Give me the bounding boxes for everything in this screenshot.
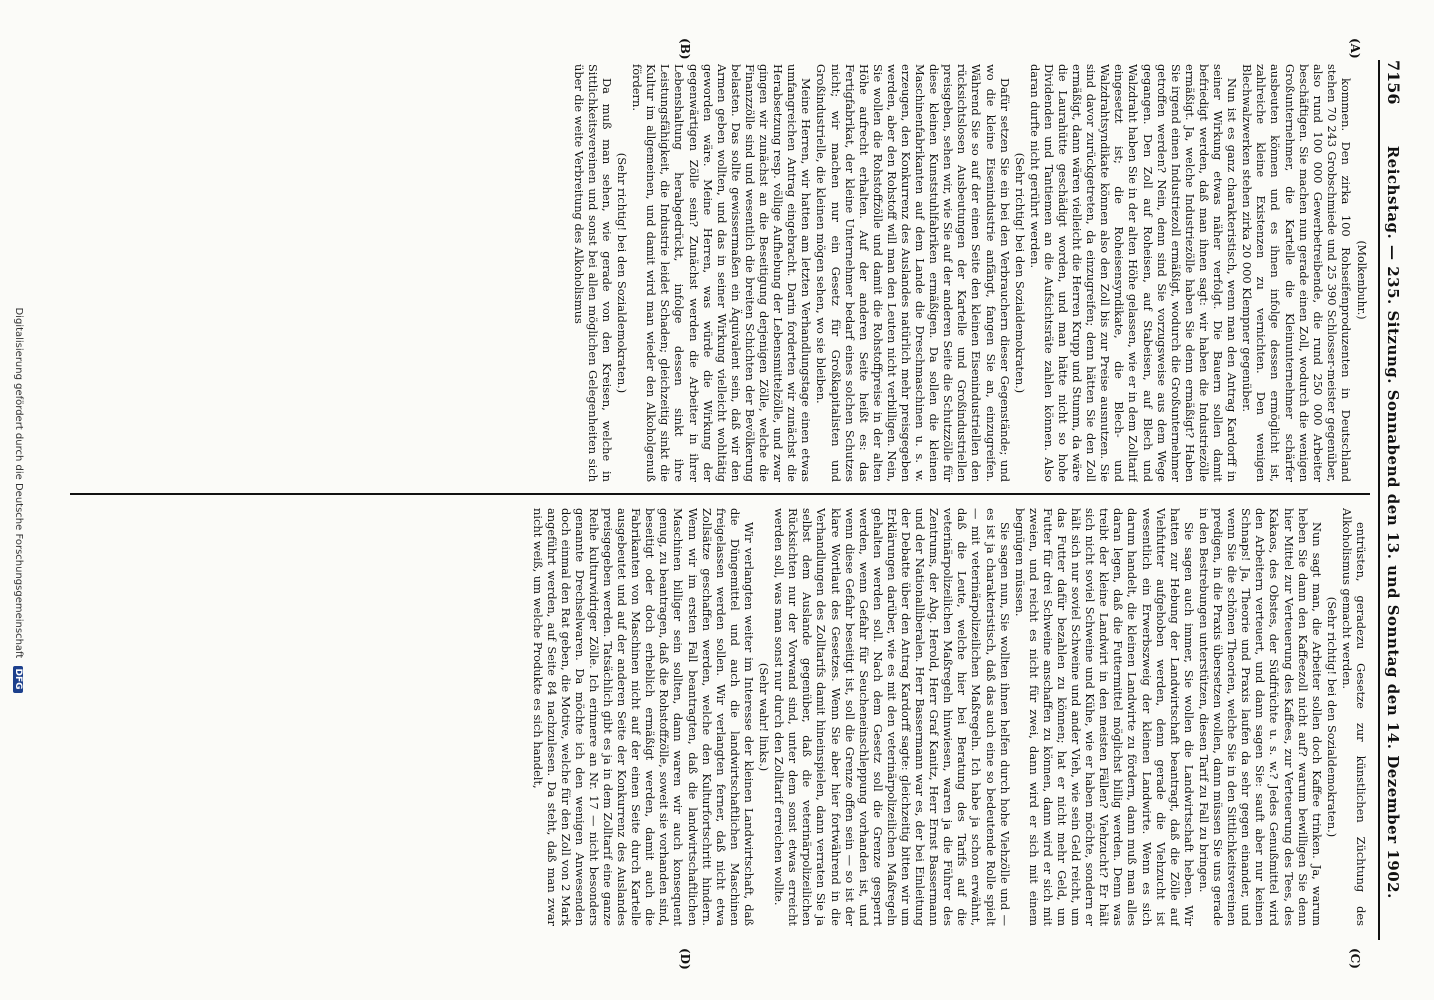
paragraph: Nun ist es ganz charakteristisch, wenn man den Antrag Kardorff in seiner Wirkung etwas näher verfolgt. Die Bauern sollen damit befriedigt werden, daß man ihnen sagt: wir haben die Industriezölle ermäßigt. Ja, welche Industriezölle haben Sie denn ermäßigt? Haben Sie irgend einen Industriezoll ermäßigt, wodurch die Großunternehmer getroffen werden? Nein, denn sind Sie vorzugsweise aus dem Wege gegangen. Den Zoll auf Roheisen, auf Stabeisen, auf Blech und Walzdraht haben Sie in der alten Höhe gelassen, wie er in dem Zolltarif eingesetzt ist; die Roheisensyndikate, die Blech- und Walzdrahtsyndikate können also den Zoll bis zur Preise ausnutzen. Sie sind davor zurückgetreten, da einzugreifen; denn hätten Sie den Zoll ermäßigt, dann wären vielleicht die Herren Krupp und Stumm, da wäre die Laurahütte geschädigt worden, und man hätte nicht so hohe Dividenden und Tantiemen an die Aufsichtsräte zahlen können. Also daran durfte nicht gerührt werden. <box>1027 64 1240 482</box>
margin-marker-b: (B) <box>678 38 692 60</box>
paragraph: Meine Herren, wir hatten am letzten Verhandlungstage einen etwas umfangreichen Antrag eingebracht. Darin forderten wir zunächst die Herabsetzung resp. völlige Aufhebung der Lebensmittelzölle, und zwar gingen wir zunächst an die Beseitigung derjenigen Zölle, welche die Finanzzölle sind und wesentlich die breiten Schichten der Bevölkerung belasten. Das sollte gewissermaßen ein Äquivalent sein, daß wir den Armen geben wollten, und das in seiner Wirkung vielleicht wohltätig geworden wäre. Meine Herren, was würde die Wirkung der gegenwärtigen Zölle sein? Zunächst werden die Arbeiter in ihrer Lebenshaltung herabgedrückt, infolge dessen sinkt ihre Leistungsfähigkeit, die Industrie leidet Schaden; gleichzeitig sinkt die Kultur im allgemeinen, und damit wird man wieder den Alkoholgenuß fördern. <box>630 64 814 482</box>
paragraph: Dafür setzen Sie ein bei den Verbrauchern dieser Gegenstände; und wo die kleine Eisenindustrie anfängt, fangen Sie an, einzugreifen. Während Sie so auf der einen Seite den kleinen Eisenindustriellen den rücksichtslosen Ausbeutungen der Kartelle und Großindustriellen preisgeben, sehen wir, wie Sie auf der anderen Seite die Schutzzölle für diese kleinen Kunststuhlfabriken ermäßigen. Da sollen die kleinen Maschinenfabrikanten auf dem Lande die Dreschmaschinen u. s. w. erzeugen, den Konkurrenz des Auslandes natürlich mehr preisgegeben werden, aber den Rohstoff will man den Leuten nicht verbilligen. Nein, Sie wollen die Rohstoffzölle und damit die Rohstoffpreise in der alten Höhe aufrecht erhalten. Auf der anderen Seite heißt es: das Fertigfabrikat, der kleine Unternehmer bedarf eines solchen Schutzes nicht; wir machen nur ein Gesetz für Großkapitalisten und Großindustrielle, die kleinen mögen sehen, wo sie bleiben. <box>814 64 1012 482</box>
paragraph: Nun sagt man, die Arbeiter sollen doch Kaffee trinken. Ja, warum heben Sie dann den Kaffeezoll nicht auf? warum bewilligen Sie denn hier Mittel zur Verteuerung des Kaffees, zur Verteuerung des Tees, des Kakaos, des Obstes, der Südfrüchte u. s. w.? Jedes Genußmittel wird den Arbeitern verteuert, und dann sagen Sie: sauft aber nur keinen Schnaps! Ja, Theorie und Praxis laufen da sehr gegen einander, und wenn Sie die schönen Theorien, welche Sie in den Sittlichkeitsvereinen predigen, in die Praxis übersetzen wollen, dann müssen Sie uns gerade in den Bestrebungen unterstützen, diesen Tarif zu Fall zu bringen. <box>1196 508 1324 926</box>
page-header <box>1378 60 1414 940</box>
digitization-credit <box>13 0 24 1000</box>
right-column <box>68 508 1368 926</box>
interjection: (Sehr richtig! bei den Sozialdemokraten.) <box>615 152 630 394</box>
paragraph: Sie sagen nun, Sie wollten ihnen helfen durch hohe Viehzölle und — es ist ja charakteristisch, daß das auch eine so bedeutende Rolle spielt — mit veterinärpolizeilichen Maßregeln. Ich habe ja schon erwähnt, daß die Leute, welche hier bei Beratung des Tarifs auf die veterinärpolizeilichen Maßregeln hinwiesen, waren ja die Führer des Zentrums, der Abg. Herold, Herr Graf Kanitz, Herr Ernst Bassermann und der Nationalliberalen. Herr Bassermann war es, der bei Einleitung der Debatte über den Antrag Kardorff sagte: gleichzeitig bitten wir um Erklärungen darüber, wie es mit den veterinärpolizeilichen Maßregeln gehalten werden soll. Nach dem Gesetz soll die Grenze gesperrt werden, wenn Gefahr für Seucheneinschleppung vorhanden ist, und wenn diese Gefahr beseitigt ist, soll die Grenze offen sein — so ist der klare Wortlaut des Gesetzes. Wenn Sie aber hier fortwährend in die Verhandlungen des Zolltarifs damit hineinspielen, dann verraten Sie ja selbst dem Auslande gegenüber, daß die veterinärpolizeilichen Rücksichten nur der Vorwand sind, unter dem sonst etwas erreicht werden soll, was man sonst nur durch den Zolltarif erreichen wollte. <box>772 508 1012 926</box>
paragraph: kommen. Den zirka 100 Rohseifenproduzenten in Deutschland stehen 70 243 Grobschmiede und 25 390 Schlosser-meister gegenüber, also rund 100 000 Gewerbetreibende, die rund 250 000 Arbeiter beschäftigen. Sie machen nun gerade einen Zoll, wodurch die wenigen Großunternehmer, die Kartelle die Kleinunternehmer schärfer ausbeuten können und es ihnen infolge dessen ermöglicht ist, zahlreiche kleine Existenzen zu vernichten. Den wenigen Blechwalzwerken stehen zirka 20 000 Klempner gegenüber. <box>1240 64 1353 482</box>
paragraph: Sie sagen auch immer, Sie wollen die Landwirtschaft heben. Wir hatten zur Hebung der Landwirtschaft beantragt, daß die Zölle auf Viehfutter aufgehoben werden, denn gerade die Viehzucht ist wesentlich ein Erwerbszweig der kleinen Landwirte. Wenn es sich darum handelt, die kleinen Landwirte zu fördern, dann muß man alles daran legen, daß die Futtermittel möglichst billig werden. Denn was treibt der kleine Landwirt in den meisten Fällen? Viehzucht? Er hält sich nicht soviel Schweine und Kühe, wie er haben möchte, sondern er hält sich nur soviel Schweine und ander Vieh, wie sein Geld reicht, um das Futter dafür bezahlen zu können; hat er nicht mehr Geld, um Futter für drei Schweine anschaffen zu können, dann wird er sich mit zweien, und reicht es nicht für zwei, dann wird er sich mit einem begnügen müssen. <box>1012 508 1196 926</box>
interjection: (Sehr richtig! bei den Sozialdemokraten.) <box>1012 152 1027 394</box>
page-title: Reichstag. — 235. Sitzung. Sonnabend den 13. und Sonntag den 14. Dezember 1902. <box>1384 145 1402 899</box>
paragraph: Da muß man sehen, wie gerade von den Kreisen, welche in Sittlichkeitsvereinen und sonst bei allen möglichen Gelegenheiten sich über die weite Verbreitung des Alkoholismus <box>571 64 615 482</box>
interjection: (Sehr wahr! links.) <box>757 662 772 772</box>
interjection: (Sehr richtig! bei den Sozialdemokraten.) <box>1324 596 1339 838</box>
left-column <box>68 64 1368 482</box>
column-divider <box>70 493 1370 495</box>
page-number: 7156 <box>1384 60 1403 105</box>
margin-marker-d: (D) <box>678 948 692 970</box>
margin-marker-a: (A) <box>1348 38 1362 59</box>
margin-marker-c: (C) <box>1348 948 1362 969</box>
dfg-logo: DFG <box>13 666 23 693</box>
paragraph: entrüsten, geradezu Gesetze zur künstlichen Züchtung des Alkoholismus gemacht werden. <box>1339 508 1368 926</box>
credit-text: Digitalisierung gefördert durch die Deutsche Forschungsgemeinschaft <box>13 307 24 659</box>
paragraph: Wir verlangten weiter im Interesse der kleinen Landwirtschaft, daß die Düngemittel und auch die landwirtschaftlichen Maschinen freigelassen werden sollen. Wir verlangten ferner, daß nicht etwa Zollsätze geschaffen werden, welche den Kulturfortschritt hindern. Wenn wir im ersten Fall beantragten, daß die landwirtschaftlichen Maschinen billiger sein sollten, dann waren wir auch konsequent genug, zu beantragen, daß die Rohstoffzölle, soweit sie vorhanden sind, beseitigt oder doch erheblich ermäßigt werden, damit auch die Fabrikanten von Maschinen nicht auf der einen Seite durch Kartelle ausgebeutet und auf der anderen Seite der Konkurrenz des Auslandes preisgegeben werden. Tatsächlich gibt es ja in dem Zolltarif eine ganze Reihe kulturwidriger Zölle. Ich erinnere an Nr. 17 — nicht besonders genannte Drechselwaren. Da möchte ich den wenigen Anwesenden doch einmal den Rat geben, die Motive, welche für den Zoll von 2 Mark angeführt werden, auf Seite 84 nachzulesen. Da steht, daß man zwar nicht weiß, um welche Produkte es sich handelt, <box>530 508 756 926</box>
speaker-label: (Molkenbuhr.) <box>1355 240 1368 320</box>
